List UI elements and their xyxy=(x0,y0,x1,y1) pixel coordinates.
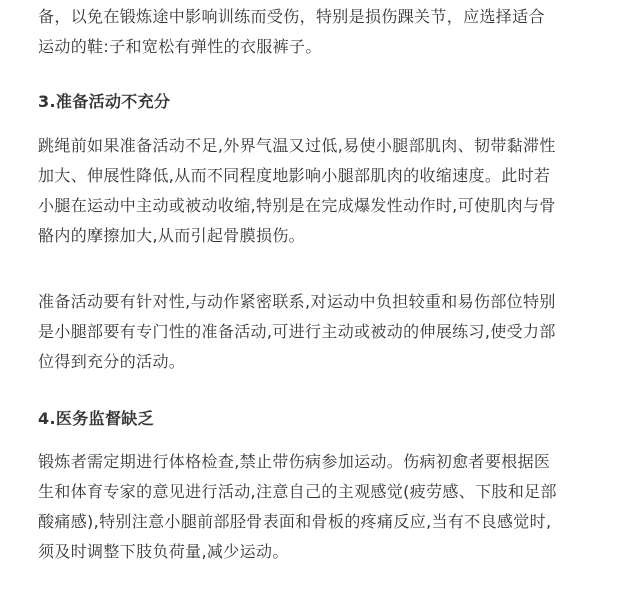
text-line: 跳绳前如果准备活动不足,外界气温又过低,易使小腿部肌肉、韧带黏滞性 xyxy=(38,136,556,155)
section-heading-4: 4.医务监督缺乏 xyxy=(38,409,155,428)
section-4-paragraph-1 xyxy=(38,447,598,567)
text-line: 是小腿部要有专门性的准备活动,可进行主动或被动的伸展练习,使受力部 xyxy=(38,322,556,341)
text-line: 骼内的摩擦加大,从而引起骨膜损伤。 xyxy=(38,226,306,245)
text-line: 运动的鞋:子和宽松有弹性的衣服裤子。 xyxy=(38,37,322,56)
text-line: 锻炼者需定期进行体格检查,禁止带伤病参加运动。伤病初愈者要根据医 xyxy=(38,452,551,471)
section-3-paragraph-2 xyxy=(38,287,598,377)
text-line: 备，以免在锻炼途中影响训练而受伤，特别是损伤踝关节，应选择适合 xyxy=(38,7,545,26)
section-3-paragraph-1 xyxy=(38,131,598,251)
text-line: 小腿在运动中主动或被动收缩,特别是在完成爆发性动作时,可使肌肉与骨 xyxy=(38,196,556,215)
text-line: 酸痛感),特别注意小腿前部胫骨表面和骨板的疼痛反应,当有不良感觉时, xyxy=(38,512,552,531)
text-line: 位得到充分的活动。 xyxy=(38,352,186,371)
text-line: 准备活动要有针对性,与动作紧密联系,对运动中负担较重和易伤部位特别 xyxy=(38,292,556,311)
intro-paragraph xyxy=(38,2,598,62)
text-line: 生和体育专家的意见进行活动,注意自己的主观感觉(疲劳感、下肢和足部 xyxy=(38,482,557,501)
text-line: 加大、伸展性降低,从而不同程度地影响小腿部肌肉的收缩速度。此时若 xyxy=(38,166,551,185)
section-heading-3: 3.准备活动不充分 xyxy=(38,92,171,111)
text-line: 须及时调整下肢负荷量,减少运动。 xyxy=(38,542,289,561)
